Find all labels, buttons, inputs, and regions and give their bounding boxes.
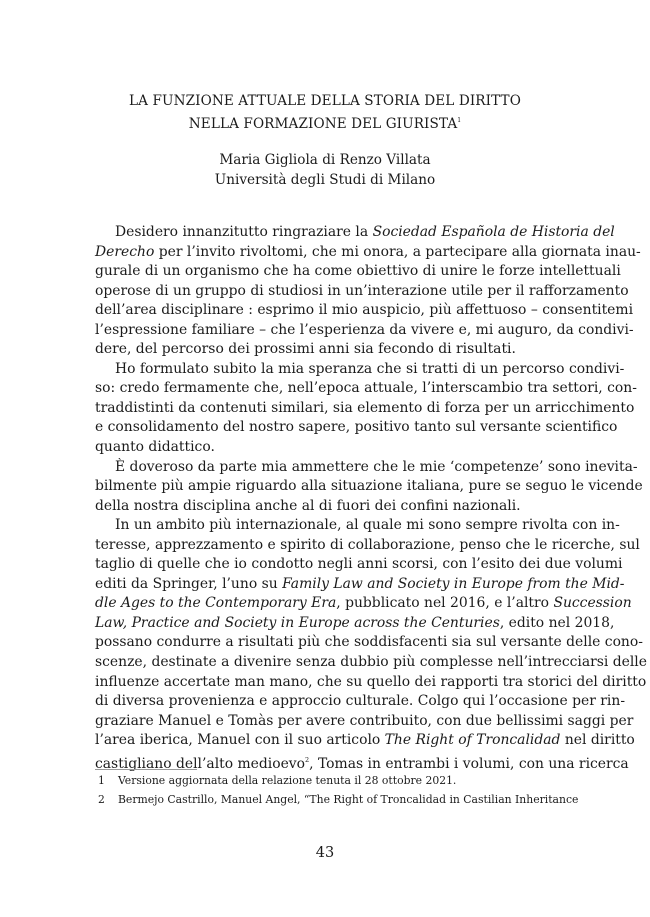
text-line: castigliano dell’alto medioevo$^2$, Tomas in entrambi i volumi, con una ricerca [95,755,629,772]
text-line: so: credo fermamente che, nell’epoca attuale, l’interscambio tra settori, con- [95,380,637,397]
footnote-ref[interactable]: 2 [305,755,310,764]
text-line: dell’area disciplinare : esprimo il mio auspicio, più affettuoso – consentitemi [95,302,634,319]
text-line: gurale di un organismo che ha come obiettivo di unire le forze intellettuali [95,263,621,280]
text-line: dle Ages to the Contemporary Era, pubblicato nel 2016, e l’altro Succession [95,595,632,612]
paragraph-4 [95,516,647,774]
text-line: Derecho per l’invito rivoltomi, che mi onora, a partecipare alla giornata inau- [95,243,641,260]
title-line-2-text: NELLA FORMAZIONE DEL GIURISTA [188,116,458,132]
text-line: operose di un gruppo di studiosi in un’interazione utile per il rafforzamento [95,282,629,299]
text-line: Desidero innanzitutto ringraziare la Sociedad Española de Historia del [115,224,615,240]
text-line: traddistinti da contenuti similari, sia elemento di forza per un arricchimento [95,399,635,416]
italic-title: Sociedad Española de Historia del [372,224,615,240]
title-footnote-ref[interactable]: 1 [457,117,462,124]
italic-title: Law, Practice and Society in Europe across the Centuries [95,614,500,631]
footnote-number: 2 [98,793,105,806]
italic-title: The Right of Troncalidad [384,732,561,749]
body-text [95,223,647,774]
footnote-number: 1 [98,774,105,787]
text-line: influenze accertate man mano, che su quello dei rapporti tra storici del diritto [95,673,647,690]
title-line-2 [0,111,650,134]
footnote-separator [95,769,197,770]
text-line: editi da Springer, l’uno su Family Law and Society in Europe from the Mid- [95,575,625,592]
text-line: In un ambito più internazionale, al quale mi sono sempre rivolta con in- [115,517,620,534]
text-line: scenze, destinate a divenire senza dubbio più complesse nell’intrecciarsi delle [95,654,647,671]
text-line: l’area iberica, Manuel con il suo articolo The Right of Troncalidad nel diritto [95,732,635,749]
paragraph-2 [95,360,637,458]
text-line: l’espressione familiare – che l’esperienza da vivere e, mi auguro, da condivi- [95,321,634,338]
italic-title: dle Ages to the Contemporary Era [95,595,337,612]
text-line: dere, del percorso dei prossimi anni sia fecondo di risultati. [95,341,516,358]
italic-title: Family Law and Society in Europe from the Mid- [282,575,625,592]
text-line: possano condurre a risultati più che soddisfacenti sia sul versante delle cono- [95,634,643,651]
author-block [0,151,650,190]
text-line: di diversa provenienza e approccio culturale. Colgo qui l’occasione per rin- [95,693,626,710]
paragraph-1 [95,223,641,360]
page-number: 43 [315,845,335,861]
text-line: Law, Practice and Society in Europe across the Centuries, edito nel 2018, [95,614,615,631]
italic-title: Derecho [95,243,155,260]
footnote-2 [95,793,579,807]
footnote-text: Bermejo Castrillo, Manuel Angel, “The Right of Troncalidad in Castilian Inheritance [118,793,579,806]
text-line: graziare Manuel e Tomàs per avere contribuito, con due bellissimi saggi per [95,712,634,729]
text-line: della nostra disciplina anche al di fuori dei confini nazionali. [95,497,521,514]
text-line: bilmente più ampie riguardo alla situazione italiana, pure se seguo le vicende [95,478,643,495]
text-line: quanto didattico. [95,439,215,456]
title-line-1: LA FUNZIONE ATTUALE DELLA STORIA DEL DIRITTO [129,93,521,109]
text-line: Ho formulato subito la mia speranza che si tratti di un percorso condivi- [115,360,625,377]
footnote-text: Versione aggiornata della relazione tenuta il 28 ottobre 2021. [118,774,457,787]
text-line: teresse, apprezzamento e spirito di collaborazione, penso che le ricerche, sul [95,536,640,553]
italic-title: Succession [553,595,632,612]
text-line: taglio di quelle che io condotto negli anni scorsi, con l’esito dei due volumi [95,556,623,573]
paragraph-3 [95,458,643,517]
author-affiliation: Università degli Studi di Milano [214,171,436,188]
paper-title [0,92,650,134]
author-name: Maria Gigliola di Renzo Villata [219,152,431,168]
text-line: e consolidamento del nostro sapere, positivo tanto sul versante scientifico [95,419,618,436]
text-line: È doveroso da parte mia ammettere che le mie ‘competenze’ sono inevita- [115,458,638,475]
footnote-1 [95,774,573,788]
